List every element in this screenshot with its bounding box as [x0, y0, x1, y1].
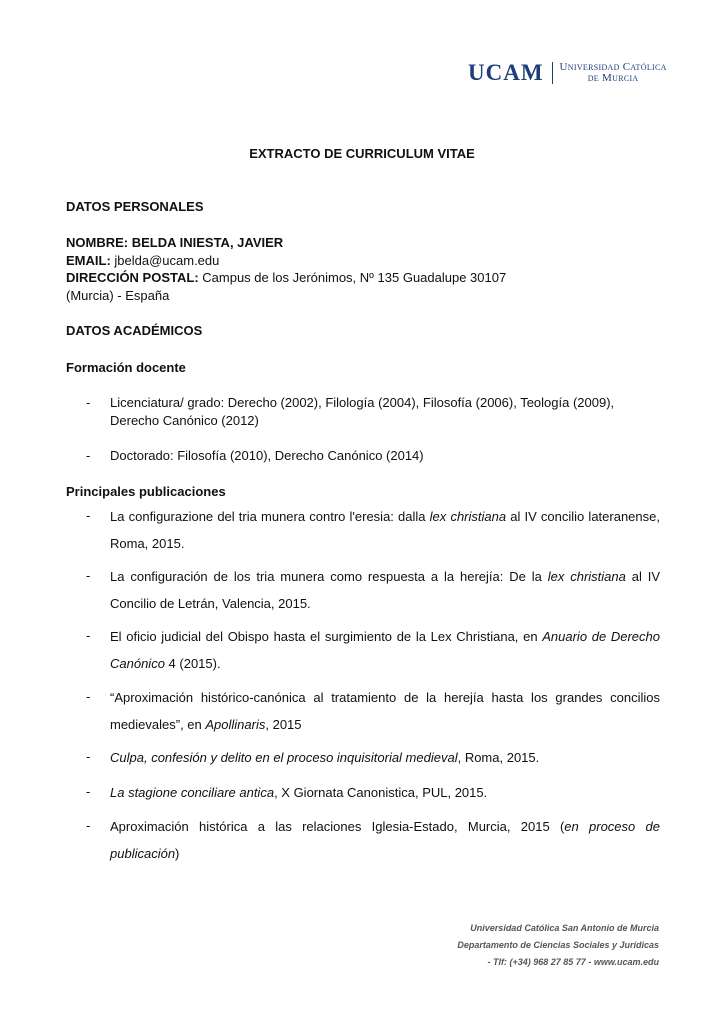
list-dash: -: [86, 448, 91, 463]
list-dash: -: [86, 508, 91, 523]
email-value: jbelda@ucam.edu: [110, 253, 220, 268]
list-dash: -: [86, 749, 91, 764]
publication-4: [110, 684, 660, 738]
list-item: [86, 744, 660, 771]
academic-data-heading: DATOS ACADÉMICOS: [66, 323, 203, 338]
list-dash: -: [86, 818, 91, 833]
logo-line-2: de Murcia: [587, 72, 639, 84]
footer-contact: - Tlf: (+34) 968 27 85 77 - www.ucam.edu: [487, 957, 659, 967]
list-item: [86, 813, 660, 867]
logo-line-1: Universidad Católica: [559, 61, 667, 73]
formation-heading: Formación docente: [66, 360, 186, 375]
pub-text: “Aproximación histórico-canónica al tratamiento de la herejía hasta los grandes concilios medievales”, en: [110, 690, 660, 732]
pub-italic: lex christiana: [547, 569, 626, 584]
address-line-2: (Murcia) - España: [66, 288, 170, 303]
publication-3: [110, 623, 660, 677]
publication-5: [110, 744, 660, 771]
pub-text: Aproximación histórica a las relaciones Iglesia-Estado, Murcia, 2015 (: [110, 819, 565, 834]
pub-text: al IV Concilio de Letrán, Valencia, 2015.: [110, 569, 661, 611]
email-label: EMAIL:: [66, 253, 111, 268]
formation-item-2: Doctorado: Filosofía (2010), Derecho Canónico (2014): [110, 448, 424, 463]
list-dash: -: [86, 568, 91, 583]
pub-text: La configurazione del tria munera contro l'eresia: dalla: [110, 509, 430, 524]
pub-italic: La stagione conciliare antica: [110, 785, 275, 800]
list-item: [86, 684, 660, 738]
footer-department: Departamento de Ciencias Sociales y Jurídicas: [457, 940, 659, 950]
publication-7: [110, 813, 660, 867]
pub-italic: Culpa, confesión y delito en el proceso inquisitorial medieval: [110, 750, 458, 765]
list-item: [86, 563, 660, 617]
pub-italic: en proceso de publicación: [110, 819, 660, 861]
publication-6: [110, 779, 660, 806]
list-dash: -: [86, 395, 91, 410]
address-value: Campus de los Jerónimos, Nº 135 Guadalupe 30107: [198, 270, 507, 285]
pub-italic: lex christiana: [429, 509, 507, 524]
pub-text: 4 (2015).: [164, 656, 221, 671]
list-item: [86, 394, 660, 430]
list-dash: -: [86, 689, 91, 704]
formation-item-1: Licenciatura/ grado: Derecho (2002), Filología (2004), Filosofía (2006), Teología (2009), Derecho Canónico (2012): [110, 395, 615, 428]
email-line: [66, 252, 660, 270]
publication-1: [110, 503, 660, 557]
logo-university-name: [560, 62, 667, 84]
ucam-logo: [468, 58, 667, 88]
pub-text: El oficio judicial del Obispo hasta el surgimiento de la Lex Christiana, en: [110, 629, 543, 644]
list-item: [86, 779, 660, 806]
name-line: NOMBRE: BELDA INIESTA, JAVIER: [66, 235, 284, 250]
list-item: [86, 447, 660, 465]
publication-2: [110, 563, 660, 617]
logo-ucam-text: UCAM: [468, 60, 544, 85]
footer-university: Universidad Católica San Antonio de Murcia: [470, 923, 659, 933]
personal-data-heading: DATOS PERSONALES: [66, 199, 204, 214]
pub-text: , X Giornata Canonistica, PUL, 2015.: [274, 785, 488, 800]
address-line: [66, 269, 660, 287]
logo-divider: [552, 62, 553, 84]
pub-text: , Roma, 2015.: [457, 750, 540, 765]
pub-text: al IV concilio lateranense, Roma, 2015.: [110, 509, 660, 551]
list-item: [86, 503, 660, 557]
page-footer: [457, 920, 659, 971]
list-item: [86, 623, 660, 677]
pub-text: ): [175, 846, 180, 861]
pub-italic: Anuario de Derecho Canónico: [110, 629, 660, 671]
pub-italic: Apollinaris: [205, 717, 266, 732]
address-label: DIRECCIÓN POSTAL:: [66, 270, 199, 285]
list-dash: -: [86, 784, 91, 799]
document-title: EXTRACTO DE CURRICULUM VITAE: [249, 146, 475, 161]
list-dash: -: [86, 628, 91, 643]
pub-text: , 2015: [265, 717, 302, 732]
pub-text: La configuración de los tria munera como respuesta a la herejía: De la: [110, 569, 548, 584]
publications-heading: Principales publicaciones: [66, 484, 226, 499]
